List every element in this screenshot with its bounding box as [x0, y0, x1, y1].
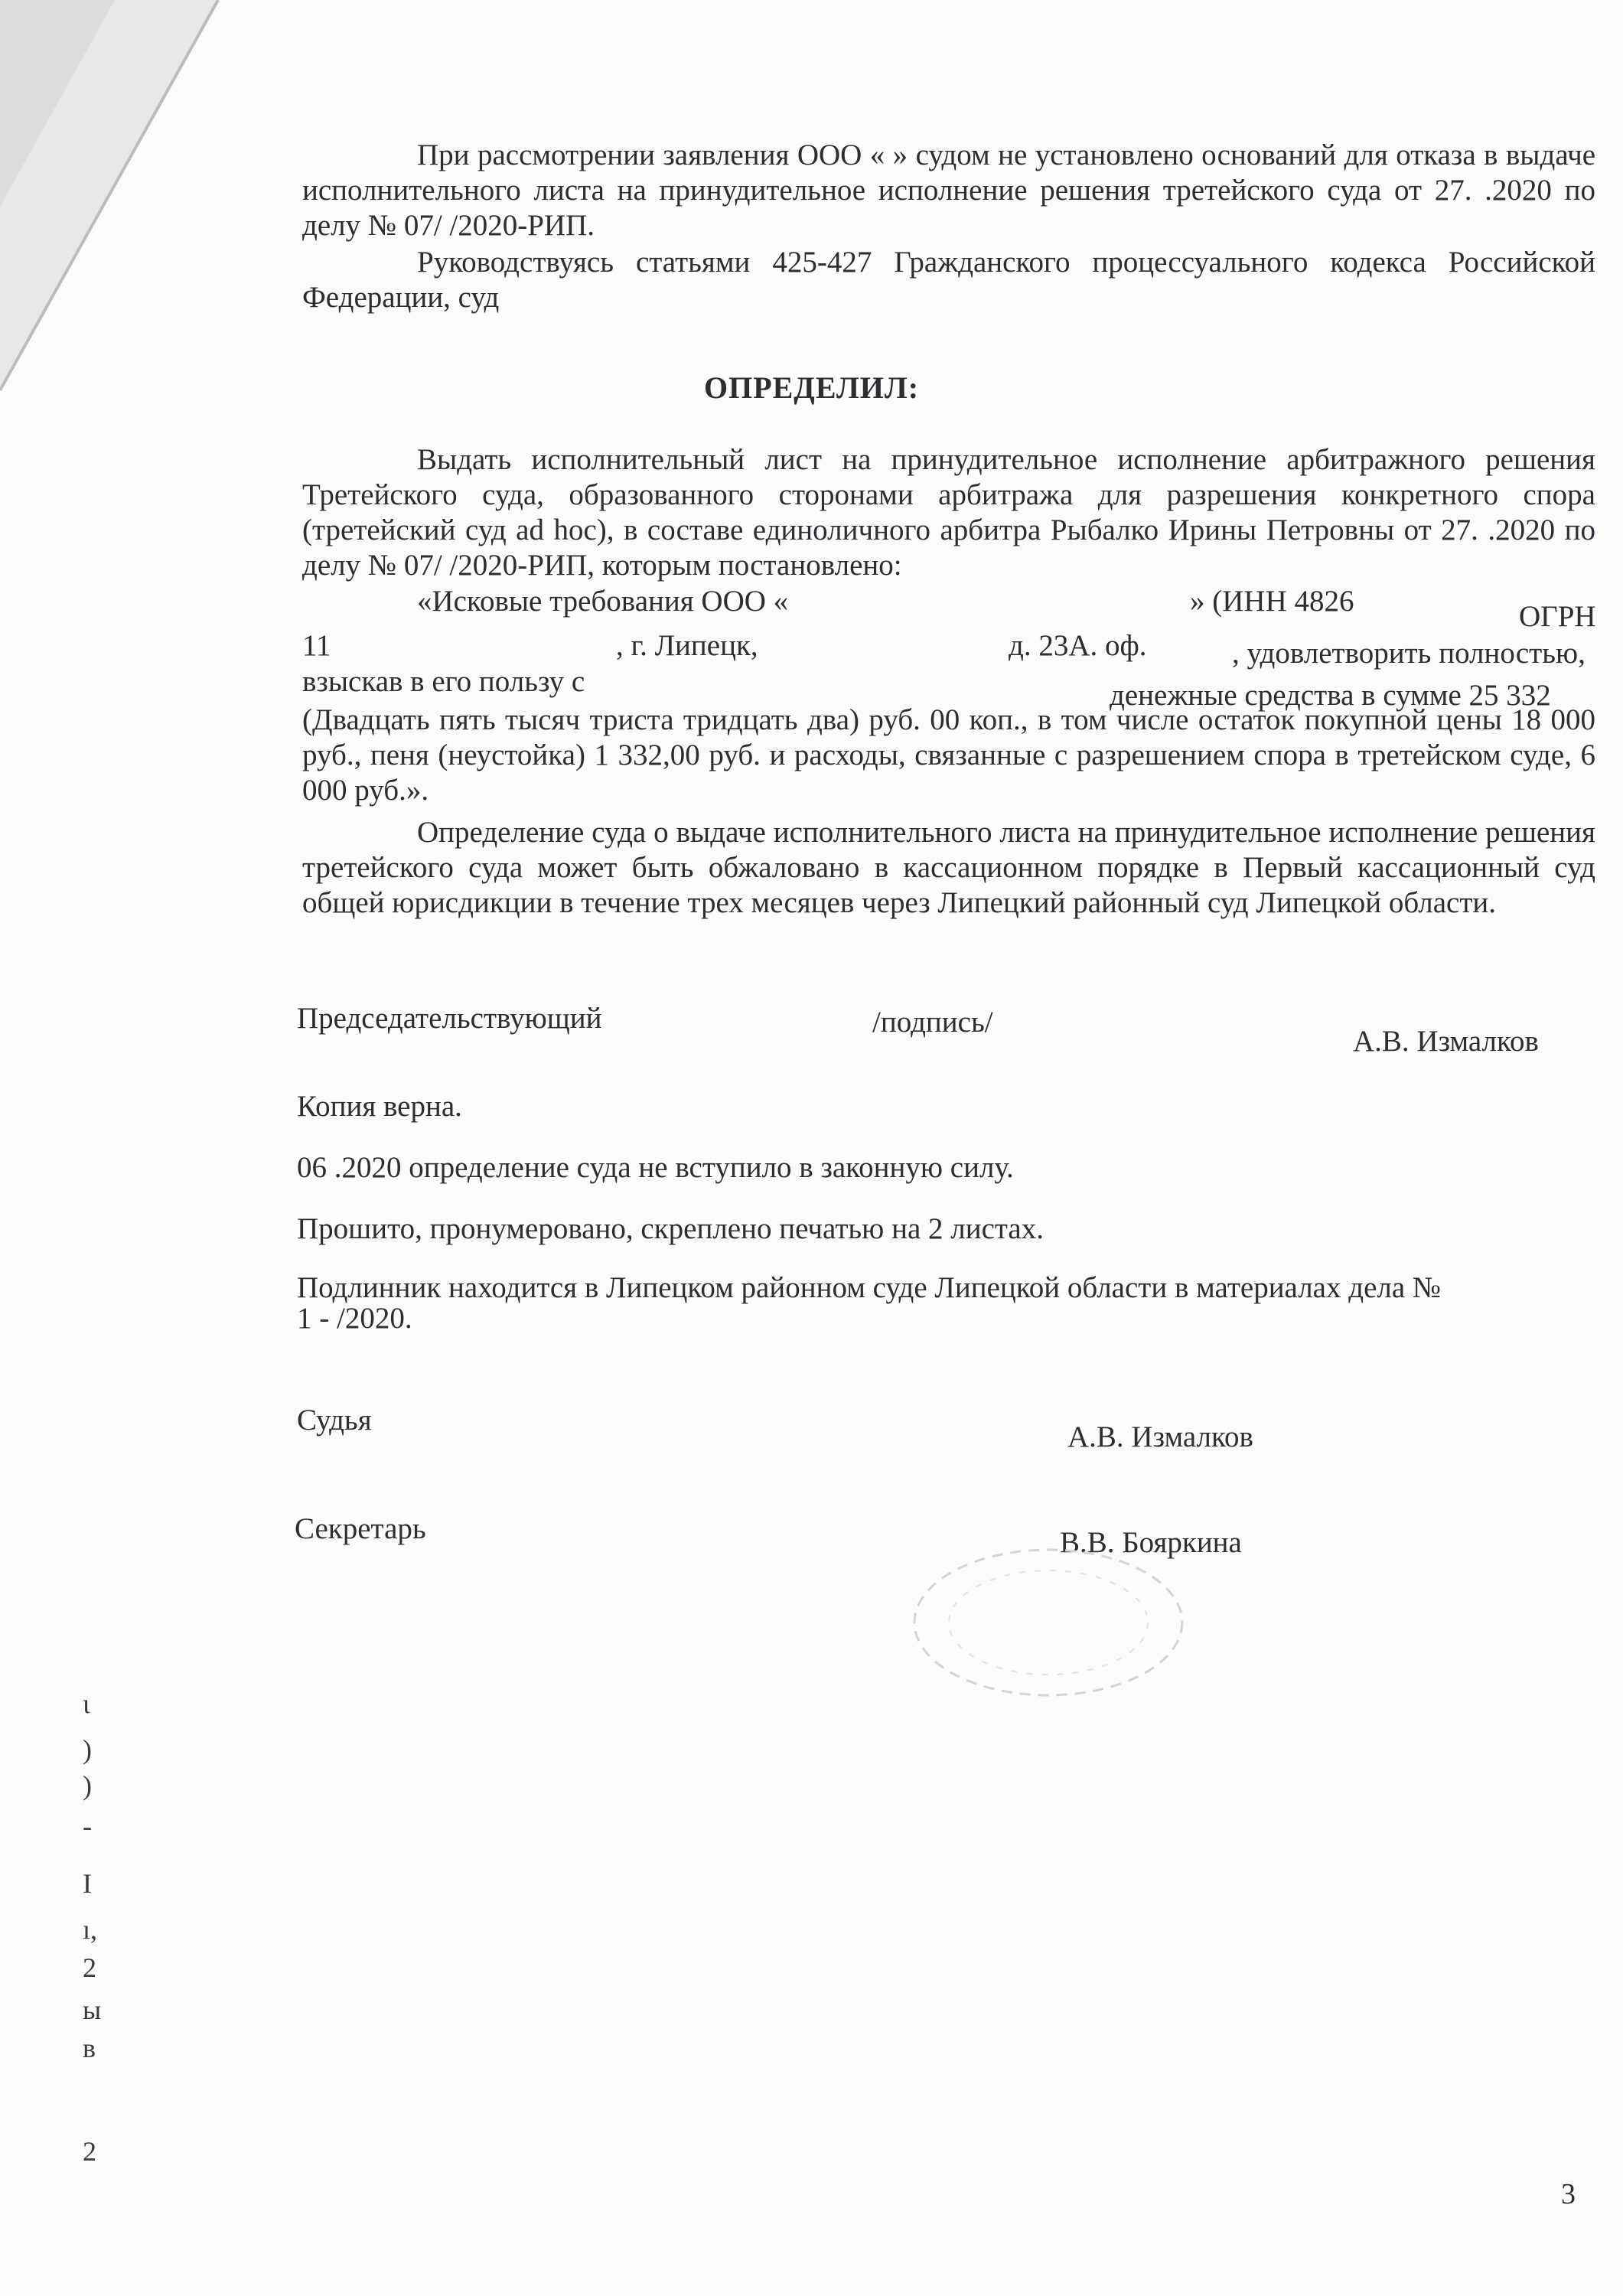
presiding-name: А.В. Измалков: [1353, 1025, 1539, 1058]
faint-seal-stamp: [903, 1500, 1194, 1699]
signature-text: /подпись/: [872, 1006, 993, 1039]
judge-name: А.В. Измалков: [1067, 1420, 1253, 1453]
judge-label: Судья: [297, 1404, 372, 1437]
claim-line-2-satisfy: , удовлетворить полностью,: [1232, 637, 1586, 670]
paragraph-consideration: При рассмотрении заявления ООО « » судом не установлено оснований для отказа в выдаче исполнительного листа на принудительное исполнение решения третейского суда от 27. .2020 по делу № 07/ /2020-РИП.: [302, 139, 1595, 242]
claim-line-2-ogrn-start: 11: [302, 629, 331, 662]
not-in-force-note: 06 .2020 определение суда не вступило в законную силу.: [297, 1151, 1014, 1184]
margin-mark: ι: [83, 1688, 90, 1719]
page-number: 3: [1561, 2178, 1576, 2210]
paragraph-issue-writ: Выдать исполнительный лист на принудительное исполнение арбитражного решения Третейского суда, образованного сторонами арбитража для разрешения конкретного спора (третейский суд ad hoc), в составе единоличного арбитра Рыбалко Ирины Петровны от 27. .2020 по делу № 07/ /2020-РИП, которым постановлено:: [302, 443, 1595, 582]
claim-line-2-building: д. 23А. оф.: [1009, 629, 1147, 662]
claim-line-3-amount: денежные средства в сумме 25 332: [1110, 679, 1551, 712]
margin-mark: ı,: [83, 1914, 98, 1945]
margin-mark: ): [83, 1770, 92, 1801]
folded-corner: [0, 0, 230, 398]
presiding-label: Председательствующий: [297, 1002, 602, 1035]
margin-mark: 2: [83, 2136, 96, 2167]
margin-mark: в: [83, 2033, 96, 2063]
claim-line-2-city: , г. Липецк,: [616, 629, 758, 662]
original-location-line-1: Подлинник находится в Липецком районном суде Липецкой области в материалах дела №: [297, 1271, 1442, 1304]
claim-line-3-recover: взыскав в его пользу с: [302, 665, 585, 698]
margin-mark: ): [83, 1734, 92, 1765]
copy-true: Копия верна.: [297, 1090, 462, 1123]
claim-line-1-inn: » (ИНН 4826: [1190, 585, 1354, 618]
claim-line-1-start: «Исковые требования ООО «: [417, 585, 789, 618]
paragraph-appeal: Определение суда о выдаче исполнительного листа на принудительное исполнение решения третейского суда может быть обжаловано в кассационном порядке в Первый кассационный суд общей юрисдикции в течение трех месяцев через Липецкий районный суд Липецкой области.: [302, 816, 1595, 919]
secretary-name: В.В. Бояркина: [1060, 1526, 1242, 1559]
secretary-label: Секретарь: [295, 1512, 426, 1545]
claim-line-1-ogrn: ОГРН: [1519, 600, 1596, 633]
original-location-line-2: 1 - /2020.: [297, 1302, 412, 1335]
paragraph-guided-by: Руководствуясь статьями 425-427 Гражданского процессуального кодекса Российской Федерации, суд: [302, 246, 1595, 314]
bound-note: Прошито, пронумеровано, скреплено печатью на 2 листах.: [297, 1212, 1044, 1245]
margin-mark: ы: [83, 1994, 102, 2025]
margin-mark: -: [83, 1811, 92, 1841]
ruling-heading: ОПРЕДЕЛИЛ:: [703, 370, 920, 405]
margin-mark: 2: [83, 1952, 96, 1983]
margin-mark: I: [83, 1868, 92, 1899]
paragraph-claim-rest: (Двадцать пять тысяч триста тридцать два) руб. 00 коп., в том числе остаток покупной цены 18 000 руб., пеня (неустойка) 1 332,00 руб. и расходы, связанные с разрешением спора в третейском суде, 6 000 руб.».: [302, 703, 1595, 807]
